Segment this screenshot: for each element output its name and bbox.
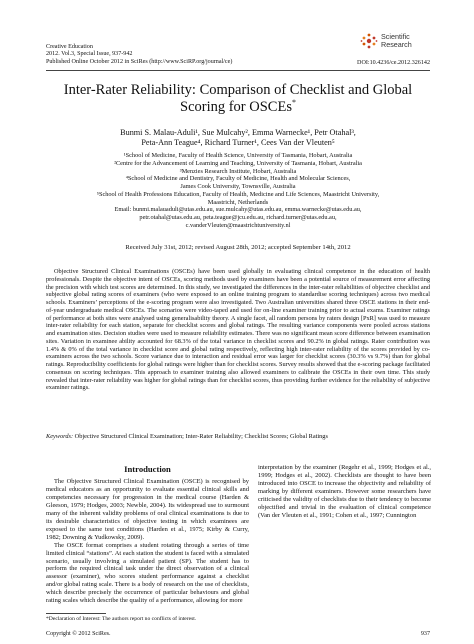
scientific-research-logo [360, 30, 428, 52]
left-column [46, 478, 249, 605]
journal-header [46, 44, 232, 66]
affiliation-line: ²Centre for the Advancement of Learning and Teaching, University of Tasmania, Hobart, Australia [114, 159, 362, 167]
keywords-label: Keywords: [46, 433, 74, 440]
title-text: Inter-Rater Reliability: Comparison of Checklist and Global Scoring for OSCEs [63, 82, 413, 115]
logo-dots-icon [360, 32, 378, 50]
journal-published: Published Online October 2012 in SciRes (http://www.SciRP.org/journal/ce) [46, 58, 233, 65]
footnote-rule [46, 613, 106, 614]
doi: DOI:10.4236/ce.2012.326142 [357, 60, 430, 66]
header-rule [46, 70, 430, 71]
authors [46, 128, 430, 148]
affiliations [46, 152, 430, 230]
intro-paragraph-2-start: The OSCE format comprises a student rotating through a series of time limited clinical “stations”. At each station the student is faced with a simulated scenario, usually involving a simulated patient (SP). The student has to perform the required clinical task under the direct observation of a clinical assessor (examiner), who scores student performance against a checklist and/or global rating scale. There is a body of research on the use of checklists, which describe precisely the occurrence of particular behaviours and global rating scales which describe the quality of a performance, allowing for more [46, 541, 249, 605]
intro-paragraph-2: interpretation by the examiner (Regehr et al., 1999; Hodges et al., 1999; Hodges et al., 2002). Checklists are thought to have been introduced into OSCE to increase the objectivity and reliability of marking by different examiners. However some researchers have criticised the validity of checklists due to their tendency to become objectified and trivial in the evaluation of clinical competence (Van der Vleuten et al., 1991; Cohen et al., 1997; Cunnington [258, 464, 431, 519]
intro-paragraph-1: The Objective Structured Clinical Examination (OSCE) is recognised by medical educators as an opportunity to evaluate essential clinical skills and competencies necessary for progression in the medical course (Harden & Gleeson, 1979; Hodges, 2003; Newble, 2004). Its widespread use to surmount many of the inherent validity problems of oral clinical examinations is due to its desirable characteristics of objective testing in which examinees are exposed to the same test conditions (Harden et al., 1975; Kirby & Curry, 1982; Downing & Yudkowsky, 2009). [46, 478, 249, 541]
logo-line2: Research [381, 40, 412, 49]
email-line: Email: bunmi.malauaduli@utas.edu.au, sue.mulcahy@utas.edu.au, emma.warnecke@utas.edu.au, [114, 206, 362, 214]
received-dates: Received July 31st, 2012; revised August 28th, 2012; accepted September 14th, 2012 [125, 244, 351, 251]
affiliation-line: ¹School of Medicine, Faculty of Health Science, University of Tasmania, Hobart, Australia [123, 152, 353, 159]
affiliation-line: ⁴School of Medicine and Dentistry, Faculty of Medicine, Health and Molecular Sciences, [125, 175, 351, 183]
keywords [46, 433, 430, 441]
authors-line1: Bunmi S. Malau-Aduli¹, Sue Mulcahy², Emma Warnecke¹, Petr Otahal³, [120, 128, 356, 137]
affiliation-line: James Cook University, Townsville, Australia [180, 183, 296, 190]
keywords-text: Objective Structured Clinical Examination; Inter-Rater Reliability; Checklist Scores; Global Ratings [74, 433, 328, 440]
page-number: 937 [420, 631, 430, 637]
logo-line1: Scientific [381, 32, 410, 41]
paper-title [46, 82, 430, 116]
title-mark: * [291, 98, 296, 108]
journal-volume: 2012. Vol.3, Special Issue, 937-942 [46, 51, 133, 58]
affiliation-line: ⁵School of Health Professions Education, Faculty of Health, Medicine and Life Sciences, Maastricht University, [96, 190, 380, 198]
journal-name: Creative Education [46, 44, 93, 50]
abstract: Objective Structured Clinical Examinations (OSCEs) have been used globally in evaluating clinical competence in the education of health professionals. Despite the objective intent of OSCEs, scoring methods used by examiners have been a potential source of measurement error affecting the precision with which test scores are determined. In this study, we investigated the differences in the inter-rater reliabilities of objective checklist and subjective global rating scores of examiners (who were exposed to an online training program to standardise scoring techniques) across two medical schools. Examiners’ perceptions of the e-scoring program were also investigated. Two Australian universities shared three OSCE stations in their end-of-year undergraduate medical OSCEs. The scenarios were video-taped and used for on-line examiner training prior to actual exams. Examiner ratings of performance at both sites were analysed using generalisability theory. A single facet, all random persons by raters design [PxR] was used to measure inter-rater reliability for each station, separate for checklist scores and global ratings. The resulting variance components were pooled across stations and examination sites. Decision studies were used to measure reliability estimates. There was no significant mean score difference between examination sites. Variation in examinee ability accounted for 68.3% of the total variance in checklist scores and 90.2% in global ratings. Rater contribution was 1.4% & 0% of the total variance in checklist score and global rating respectively, reflecting high inter-rater reliability of the scores provided by co-examiners across the two schools. Score variance due to interaction and residual error was larger for checklist scores (30.3% vs 9.7%) than for global ratings. Reproducibility coefficients for global ratings were higher than for checklist scores. Survey results showed that the e-scoring package facilitated consensus on scoring techniques. This approach to examiner training also allowed examiners to calibrate the OSCEs in their own time. This study revealed that inter-rater reliability was higher for global ratings than for checklist scores, thus providing further evidence for the reliability of subjective examiner ratings. [46, 268, 430, 392]
authors-line2: Peta-Ann Teague⁴, Richard Turner¹, Cees Van der Vleuten⁵ [141, 138, 335, 148]
email-line: petr.otahal@utas.edu.au, peta.teague@jcu.edu.au, richard.turner@utas.edu.au, [139, 214, 337, 221]
affiliation-line: ³Menzies Research Institute, Hobart, Australia [179, 167, 297, 175]
copyright: Copyright © 2012 SciRes. [46, 631, 111, 637]
footnote: *Declaration of Interest: The authors report no conflicts of interest. [46, 616, 197, 622]
affiliation-line: Maastricht, Netherlands [207, 198, 269, 206]
email-line: c.vanderVleuten@maastrichtuniversity.nl [185, 221, 291, 229]
right-column [258, 464, 431, 520]
section-heading: Introduction [124, 464, 171, 474]
